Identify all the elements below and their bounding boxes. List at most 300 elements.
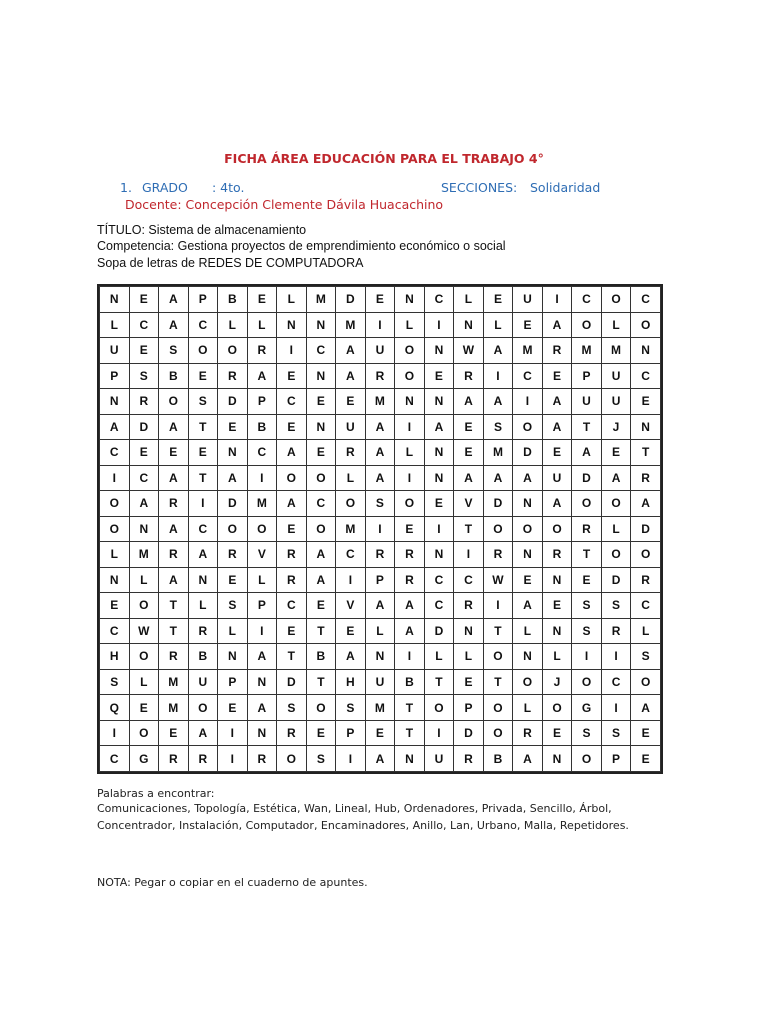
grid-row <box>100 695 661 721</box>
grid-cell: N <box>100 389 130 415</box>
grid-cell: L <box>129 567 159 593</box>
grid-cell: A <box>365 440 395 466</box>
grid-cell: N <box>631 414 661 440</box>
grid-cell: A <box>483 338 513 364</box>
grid-cell: N <box>424 440 454 466</box>
grid-cell: C <box>277 593 307 619</box>
grid-cell: E <box>513 567 543 593</box>
grid-cell: E <box>454 440 484 466</box>
grid-cell: C <box>306 491 336 517</box>
grid-cell: A <box>365 414 395 440</box>
grid-cell: E <box>218 567 248 593</box>
grid-cell: I <box>601 695 631 721</box>
grid-cell: E <box>306 720 336 746</box>
grid-cell: L <box>188 593 218 619</box>
grid-row <box>100 312 661 338</box>
grid-cell: A <box>424 414 454 440</box>
grid-cell: O <box>601 542 631 568</box>
grid-cell: U <box>601 363 631 389</box>
grid-cell: O <box>513 414 543 440</box>
grid-cell: R <box>159 644 189 670</box>
grid-cell: R <box>188 618 218 644</box>
grid-cell: C <box>188 312 218 338</box>
grid-cell: L <box>601 312 631 338</box>
grid-cell: N <box>424 542 454 568</box>
grid-cell: C <box>100 440 130 466</box>
grid-cell: I <box>365 312 395 338</box>
grid-cell: E <box>306 593 336 619</box>
grid-cell: I <box>572 644 602 670</box>
grid-cell: A <box>159 287 189 313</box>
grid-cell: R <box>483 542 513 568</box>
grid-cell: D <box>218 389 248 415</box>
grid-cell: D <box>513 440 543 466</box>
grid-cell: I <box>218 720 248 746</box>
grid-row <box>100 567 661 593</box>
grid-cell: I <box>100 720 130 746</box>
grid-cell: L <box>542 644 572 670</box>
grid-cell: I <box>247 618 277 644</box>
grid-cell: C <box>129 312 159 338</box>
grid-cell: A <box>601 465 631 491</box>
grid-cell: G <box>572 695 602 721</box>
grid-cell: Q <box>100 695 130 721</box>
grid-cell: I <box>247 465 277 491</box>
grid-cell: A <box>542 414 572 440</box>
grid-cell: A <box>483 465 513 491</box>
grid-row <box>100 440 661 466</box>
grid-cell: V <box>454 491 484 517</box>
grid-cell: U <box>365 669 395 695</box>
grid-cell: A <box>542 491 572 517</box>
grid-row <box>100 363 661 389</box>
grid-cell: E <box>601 440 631 466</box>
grid-cell: L <box>454 644 484 670</box>
grid-cell: J <box>601 414 631 440</box>
grid-cell: A <box>247 695 277 721</box>
grid-cell: T <box>306 669 336 695</box>
grid-cell: C <box>631 363 661 389</box>
grid-cell: O <box>542 516 572 542</box>
grid-cell: R <box>218 363 248 389</box>
grid-cell: N <box>100 287 130 313</box>
grid-cell: L <box>247 567 277 593</box>
grid-cell: S <box>572 593 602 619</box>
grid-cell: A <box>159 516 189 542</box>
grid-cell: O <box>159 389 189 415</box>
grid-cell: S <box>218 593 248 619</box>
grid-cell: O <box>424 695 454 721</box>
grid-cell: V <box>247 542 277 568</box>
grid-cell: T <box>483 618 513 644</box>
grid-cell: O <box>277 465 307 491</box>
grid-row <box>100 338 661 364</box>
grid-cell: N <box>365 644 395 670</box>
grid-row <box>100 491 661 517</box>
grid-cell: I <box>483 363 513 389</box>
grid-cell: I <box>395 414 425 440</box>
grid-cell: J <box>542 669 572 695</box>
grid-cell: S <box>631 644 661 670</box>
grid-cell: N <box>513 491 543 517</box>
grid-cell: P <box>454 695 484 721</box>
grid-cell: N <box>542 567 572 593</box>
grid-cell: T <box>277 644 307 670</box>
grid-cell: A <box>100 414 130 440</box>
grid-cell: I <box>100 465 130 491</box>
grid-cell: O <box>631 669 661 695</box>
grid-cell: R <box>277 720 307 746</box>
grid-cell: A <box>218 465 248 491</box>
sopa-line: Sopa de letras de REDES DE COMPUTADORA <box>97 256 364 270</box>
grid-cell: O <box>542 695 572 721</box>
grid-cell: R <box>454 363 484 389</box>
word-search-table <box>99 286 661 772</box>
nota-line: NOTA: Pegar o copiar en el cuaderno de apuntes. <box>97 876 368 889</box>
grid-cell: T <box>395 720 425 746</box>
grid-cell: O <box>129 644 159 670</box>
grid-cell: E <box>365 287 395 313</box>
grid-cell: O <box>572 491 602 517</box>
grid-cell: L <box>336 465 366 491</box>
grid-cell: A <box>365 593 395 619</box>
grid-cell: R <box>159 746 189 772</box>
grid-cell: O <box>572 312 602 338</box>
grid-row <box>100 287 661 313</box>
grid-cell: R <box>277 567 307 593</box>
grid-cell: N <box>542 746 572 772</box>
grid-cell: N <box>631 338 661 364</box>
grid-cell: S <box>129 363 159 389</box>
grid-cell: P <box>336 720 366 746</box>
grid-cell: W <box>454 338 484 364</box>
grid-cell: D <box>277 669 307 695</box>
grid-cell: E <box>454 669 484 695</box>
grid-cell: A <box>395 593 425 619</box>
grid-cell: R <box>542 542 572 568</box>
grid-cell: R <box>336 440 366 466</box>
grid-cell: O <box>218 338 248 364</box>
grid-cell: C <box>601 669 631 695</box>
grid-cell: S <box>306 746 336 772</box>
grid-cell: R <box>631 465 661 491</box>
grid-cell: A <box>365 465 395 491</box>
grid-cell: A <box>513 593 543 619</box>
grid-cell: O <box>100 516 130 542</box>
grid-cell: A <box>542 312 572 338</box>
grid-cell: S <box>365 491 395 517</box>
grado-value: : 4to. <box>212 180 245 195</box>
grid-cell: A <box>454 465 484 491</box>
grid-cell: R <box>395 542 425 568</box>
grid-cell: E <box>159 440 189 466</box>
grid-cell: B <box>218 287 248 313</box>
grid-cell: B <box>306 644 336 670</box>
grid-cell: R <box>572 516 602 542</box>
grid-cell: E <box>424 491 454 517</box>
grid-cell: O <box>188 695 218 721</box>
grid-cell: U <box>513 287 543 313</box>
grid-cell: R <box>129 389 159 415</box>
grid-cell: O <box>100 491 130 517</box>
grid-cell: P <box>247 593 277 619</box>
grid-cell: N <box>454 618 484 644</box>
grid-cell: U <box>100 338 130 364</box>
grid-cell: P <box>188 287 218 313</box>
grid-cell: T <box>395 695 425 721</box>
grid-cell: I <box>513 389 543 415</box>
grid-cell: L <box>247 312 277 338</box>
grid-cell: C <box>188 516 218 542</box>
grid-cell: E <box>277 618 307 644</box>
grado-label: GRADO <box>142 180 188 195</box>
grid-cell: A <box>188 542 218 568</box>
words-heading: Palabras a encontrar: <box>97 787 215 800</box>
grid-cell: N <box>424 465 454 491</box>
grid-cell: D <box>129 414 159 440</box>
secciones-value: Solidaridad <box>530 180 601 195</box>
grid-cell: E <box>542 720 572 746</box>
grid-row <box>100 644 661 670</box>
grid-cell: S <box>572 720 602 746</box>
grid-cell: E <box>395 516 425 542</box>
grid-cell: M <box>572 338 602 364</box>
grid-cell: R <box>631 567 661 593</box>
grid-row <box>100 389 661 415</box>
grid-cell: E <box>424 363 454 389</box>
grid-cell: E <box>218 695 248 721</box>
grid-cell: U <box>188 669 218 695</box>
grid-cell: R <box>365 363 395 389</box>
grid-cell: E <box>631 389 661 415</box>
grid-row <box>100 746 661 772</box>
grid-cell: L <box>395 440 425 466</box>
grid-cell: E <box>454 414 484 440</box>
grid-cell: R <box>454 593 484 619</box>
grid-cell: E <box>483 287 513 313</box>
grid-cell: R <box>365 542 395 568</box>
grid-cell: T <box>159 618 189 644</box>
grid-cell: P <box>601 746 631 772</box>
grid-cell: M <box>306 287 336 313</box>
grid-cell: N <box>513 542 543 568</box>
grid-cell: N <box>424 338 454 364</box>
grid-cell: L <box>100 542 130 568</box>
grid-cell: O <box>129 593 159 619</box>
grid-cell: E <box>129 338 159 364</box>
grid-cell: E <box>218 414 248 440</box>
grid-cell: B <box>247 414 277 440</box>
grid-cell: B <box>188 644 218 670</box>
grid-cell: D <box>572 465 602 491</box>
grid-cell: E <box>365 720 395 746</box>
grid-cell: L <box>483 312 513 338</box>
grid-cell: A <box>159 567 189 593</box>
grid-cell: C <box>513 363 543 389</box>
grid-cell: A <box>159 414 189 440</box>
grid-cell: C <box>424 593 454 619</box>
grid-cell: E <box>572 567 602 593</box>
grid-cell: A <box>306 542 336 568</box>
grid-cell: I <box>336 746 366 772</box>
grid-cell: P <box>365 567 395 593</box>
grid-cell: O <box>601 287 631 313</box>
grid-cell: I <box>542 287 572 313</box>
grid-cell: L <box>218 312 248 338</box>
grid-cell: M <box>336 312 366 338</box>
grid-cell: O <box>395 338 425 364</box>
grid-cell: S <box>188 389 218 415</box>
grid-cell: N <box>306 312 336 338</box>
grid-cell: D <box>631 516 661 542</box>
grid-cell: T <box>424 669 454 695</box>
grid-cell: E <box>277 363 307 389</box>
grid-cell: O <box>483 644 513 670</box>
grid-cell: T <box>631 440 661 466</box>
grid-cell: E <box>188 440 218 466</box>
grid-cell: L <box>631 618 661 644</box>
grid-cell: O <box>395 363 425 389</box>
grid-cell: H <box>100 644 130 670</box>
grid-cell: T <box>188 414 218 440</box>
grid-cell: R <box>247 338 277 364</box>
grid-cell: E <box>306 440 336 466</box>
grid-cell: M <box>365 389 395 415</box>
grid-cell: M <box>513 338 543 364</box>
grid-cell: N <box>395 287 425 313</box>
grid-cell: O <box>483 516 513 542</box>
grid-cell: L <box>513 695 543 721</box>
grid-cell: A <box>631 695 661 721</box>
grid-cell: C <box>454 567 484 593</box>
grid-cell: S <box>100 669 130 695</box>
grid-cell: H <box>336 669 366 695</box>
grid-cell: I <box>483 593 513 619</box>
grid-cell: A <box>365 746 395 772</box>
grid-cell: A <box>336 363 366 389</box>
grid-row <box>100 593 661 619</box>
grid-cell: A <box>159 465 189 491</box>
grid-cell: C <box>336 542 366 568</box>
grid-cell: E <box>277 414 307 440</box>
grid-cell: L <box>454 287 484 313</box>
grid-cell: O <box>188 338 218 364</box>
grid-cell: U <box>542 465 572 491</box>
grid-cell: E <box>277 516 307 542</box>
grid-cell: N <box>218 644 248 670</box>
grid-cell: T <box>483 669 513 695</box>
grid-cell: O <box>513 669 543 695</box>
grid-cell: T <box>572 542 602 568</box>
grid-cell: N <box>454 312 484 338</box>
grid-cell: I <box>277 338 307 364</box>
grid-cell: I <box>395 465 425 491</box>
grid-cell: N <box>424 389 454 415</box>
grid-cell: R <box>513 720 543 746</box>
word-search-grid <box>97 284 663 774</box>
grid-cell: A <box>513 465 543 491</box>
grid-cell: M <box>601 338 631 364</box>
grid-cell: E <box>336 389 366 415</box>
grid-cell: O <box>395 491 425 517</box>
secciones-label: SECCIONES: <box>441 180 518 195</box>
grid-cell: N <box>129 516 159 542</box>
grid-cell: L <box>218 618 248 644</box>
grid-cell: O <box>277 746 307 772</box>
grid-cell: E <box>542 440 572 466</box>
grid-cell: A <box>395 618 425 644</box>
grid-cell: C <box>424 287 454 313</box>
grid-cell: P <box>100 363 130 389</box>
grid-cell: T <box>306 618 336 644</box>
grid-cell: D <box>601 567 631 593</box>
grid-cell: B <box>483 746 513 772</box>
grid-cell: E <box>188 363 218 389</box>
grid-row <box>100 618 661 644</box>
grid-cell: C <box>247 440 277 466</box>
grid-row <box>100 414 661 440</box>
grid-cell: E <box>631 720 661 746</box>
grid-cell: N <box>100 567 130 593</box>
grid-cell: R <box>395 567 425 593</box>
grid-cell: O <box>306 695 336 721</box>
grid-cell: N <box>247 669 277 695</box>
grid-cell: E <box>542 363 572 389</box>
grid-cell: E <box>542 593 572 619</box>
grid-cell: R <box>188 746 218 772</box>
grid-cell: S <box>336 695 366 721</box>
grid-cell: A <box>306 567 336 593</box>
grid-cell: N <box>513 644 543 670</box>
grid-cell: R <box>454 746 484 772</box>
grid-cell: M <box>129 542 159 568</box>
grid-cell: O <box>306 465 336 491</box>
grid-cell: O <box>631 542 661 568</box>
grid-cell: W <box>129 618 159 644</box>
grid-cell: T <box>188 465 218 491</box>
grid-cell: V <box>336 593 366 619</box>
grid-row <box>100 669 661 695</box>
grid-cell: L <box>601 516 631 542</box>
grid-cell: L <box>365 618 395 644</box>
grid-cell: E <box>129 287 159 313</box>
grid-row <box>100 720 661 746</box>
grid-cell: A <box>336 338 366 364</box>
grid-cell: U <box>336 414 366 440</box>
grid-cell: M <box>159 695 189 721</box>
grid-cell: O <box>483 720 513 746</box>
grid-cell: E <box>129 440 159 466</box>
grid-cell: O <box>247 516 277 542</box>
grid-cell: A <box>336 644 366 670</box>
grid-cell: C <box>129 465 159 491</box>
grid-cell: L <box>395 312 425 338</box>
grid-cell: U <box>601 389 631 415</box>
grid-cell: S <box>601 720 631 746</box>
grid-cell: C <box>100 746 130 772</box>
grid-cell: T <box>159 593 189 619</box>
grid-cell: L <box>277 287 307 313</box>
grid-cell: D <box>483 491 513 517</box>
grid-row <box>100 465 661 491</box>
grid-cell: C <box>631 593 661 619</box>
grid-cell: A <box>542 389 572 415</box>
grid-cell: O <box>336 491 366 517</box>
grid-cell: S <box>277 695 307 721</box>
grid-cell: A <box>631 491 661 517</box>
grid-cell: C <box>100 618 130 644</box>
grid-cell: O <box>631 312 661 338</box>
